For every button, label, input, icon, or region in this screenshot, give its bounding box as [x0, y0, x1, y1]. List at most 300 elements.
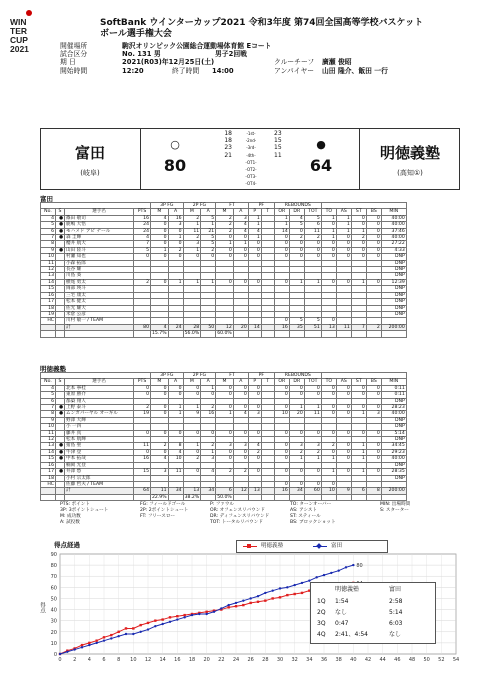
table-cell — [41, 331, 56, 337]
table-cell: 4 — [41, 215, 56, 221]
table-cell: 0 — [304, 241, 321, 247]
table-cell: 1 — [321, 456, 336, 462]
table-cell: 2 — [134, 279, 151, 285]
table-cell: 5 — [304, 318, 321, 324]
table-cell: 11 — [41, 430, 56, 436]
table-cell: 4 — [233, 228, 248, 234]
table-cell: 0 — [366, 430, 381, 436]
data-point — [271, 597, 273, 599]
table-cell: 0 — [274, 385, 289, 391]
table-cell: 佐藤 哲夫 / TEAM — [65, 481, 134, 487]
data-point — [66, 651, 68, 653]
table-cell: 14 — [248, 324, 261, 330]
table-cell: 北本 寧桂 — [65, 385, 134, 391]
table-cell: 1 — [248, 215, 261, 221]
data-point — [301, 592, 303, 594]
table-cell: 0 — [304, 392, 321, 398]
period-label: -OT2- — [245, 166, 257, 172]
table-cell: 0 — [366, 392, 381, 398]
table-cell: DNP — [381, 273, 406, 279]
table-cell: 4 — [151, 215, 169, 221]
data-point — [125, 627, 127, 629]
table-cell: 1 — [351, 443, 366, 449]
legend-entry: OR: オフェンスリバウンド — [210, 508, 265, 513]
data-point — [227, 604, 229, 606]
x-tick-label: 42 — [364, 657, 372, 663]
data-point — [235, 602, 237, 604]
table-cell: 上野 泰斗 — [65, 405, 134, 411]
x-tick-label: 22 — [218, 657, 225, 663]
table-cell: 1 — [248, 222, 261, 228]
data-point — [110, 634, 112, 636]
table-cell: 13 — [41, 443, 56, 449]
y-tick-label: 80 — [50, 563, 57, 570]
table-cell: 2 — [321, 443, 336, 449]
crew-label: クルーチーフ — [274, 58, 315, 67]
table-cell: 10 — [41, 424, 56, 430]
data-point — [132, 627, 134, 629]
header-group: PF — [248, 203, 274, 209]
table-cell: 0 — [248, 430, 261, 436]
table-cell: 0 — [366, 215, 381, 221]
table-cell: 0 — [248, 385, 261, 391]
data-point — [161, 623, 163, 625]
table-cell: 0 — [336, 456, 351, 462]
period-label: -OT4- — [245, 181, 257, 187]
table-cell: 0 — [183, 469, 201, 475]
table-cell: 米倉 公彦 — [65, 311, 134, 317]
y-tick-label: 0 — [53, 652, 57, 658]
table-cell: 1 — [321, 228, 336, 234]
table-cell: DNP — [381, 417, 406, 423]
x-tick-label: 52 — [438, 657, 445, 663]
table-cell: 0 — [201, 430, 216, 436]
table-cell: 0 — [216, 279, 234, 285]
home-team-pref: (岐阜) — [80, 169, 100, 177]
table-cell: 1 — [168, 405, 183, 411]
end-time: 14:00 — [212, 66, 234, 75]
table-cell: 11 — [41, 260, 56, 266]
table-cell: 5 — [289, 318, 304, 324]
y-tick-label: 10 — [50, 640, 57, 647]
data-point — [323, 574, 325, 576]
team2-box-score — [40, 372, 407, 501]
table-cell: 0 — [233, 385, 248, 391]
column-header: DR — [289, 379, 304, 385]
table-cell: 3 — [233, 215, 248, 221]
box-score-table — [40, 202, 407, 338]
data-point — [249, 597, 251, 599]
table-cell: 2 — [304, 449, 321, 455]
table-cell: 0 — [336, 392, 351, 398]
table-cell: 6 — [41, 228, 56, 234]
table-cell: 0 — [366, 449, 381, 455]
table-cell: 4 — [248, 443, 261, 449]
table-cell: 0 — [248, 241, 261, 247]
table-cell: 1 — [248, 235, 261, 241]
table-cell: 山田 陸斗 — [65, 247, 134, 253]
data-point — [139, 624, 141, 626]
header-group: REBOUNDS — [274, 373, 321, 379]
home-total-score: 80 — [163, 156, 187, 175]
table-cell: 0 — [321, 247, 336, 253]
lead-q: 1Q — [317, 598, 326, 605]
table-cell: 2 — [304, 235, 321, 241]
table-cell: 0 — [304, 481, 321, 487]
table-cell: 5:14 — [381, 430, 406, 436]
table-cell: 0 — [321, 241, 336, 247]
table-cell: 2 — [134, 405, 151, 411]
table-cell: 2 — [183, 215, 201, 221]
table-cell: 14 — [274, 228, 289, 234]
data-point — [59, 653, 61, 655]
table-cell: ● — [56, 235, 65, 241]
table-cell: 0 — [151, 411, 169, 417]
period-row — [200, 152, 300, 159]
table-cell: 村瀬 知也 — [65, 254, 134, 260]
table-cell: 8 — [168, 443, 183, 449]
period-away: 23 — [274, 130, 282, 137]
x-tick-label: 36 — [320, 657, 328, 663]
table-cell: 6 — [351, 488, 366, 494]
lead-a: なし — [335, 609, 348, 616]
table-cell: 松本 健太 — [65, 299, 134, 305]
y-tick-label: 70 — [50, 574, 57, 581]
table-cell: 0 — [216, 254, 234, 260]
table-cell: 0 — [233, 247, 248, 253]
table-cell: 櫻井 航大 — [65, 241, 134, 247]
table-cell — [289, 494, 304, 500]
table-cell: 4 — [151, 456, 169, 462]
series-end-label: 80 — [356, 563, 363, 570]
period-row — [200, 137, 300, 144]
y-tick-label: 50 — [50, 596, 57, 603]
x-tick-label: 10 — [130, 657, 137, 663]
table-cell: 0 — [289, 469, 304, 475]
legend-entry: FG: フィールドゴール — [140, 502, 186, 507]
data-point — [117, 635, 119, 637]
period-home: 18 — [224, 137, 232, 145]
lead-b: 5:14 — [389, 609, 403, 616]
table-cell: DNP — [381, 305, 406, 311]
table-cell: 1 — [336, 222, 351, 228]
table-cell: 0 — [336, 411, 351, 417]
table-cell: 6 — [41, 398, 56, 404]
table-cell: 0 — [274, 456, 289, 462]
game-no-label: 試合区分 — [60, 50, 88, 59]
table-cell: 8 — [41, 411, 56, 417]
header-group: FT — [216, 373, 249, 379]
table-cell: 9 — [41, 247, 56, 253]
column-header: OR — [274, 209, 289, 215]
table-cell: 0 — [366, 254, 381, 260]
legend-entry: A: 試投数 — [60, 520, 80, 525]
table-cell: 5 — [41, 222, 56, 228]
table-cell: DNP — [381, 475, 406, 481]
table-cell: DNP — [381, 254, 406, 260]
table-cell: 0 — [289, 228, 304, 234]
table-cell — [65, 494, 134, 500]
table-cell: 小 一四 — [65, 424, 134, 430]
data-point — [161, 618, 163, 620]
table-cell: 9 — [183, 411, 201, 417]
table-cell: 0 — [336, 449, 351, 455]
table-cell: 2 — [216, 215, 234, 221]
table-cell: 小森 拓郎 — [65, 260, 134, 266]
umpires: 山田 隆介、飯田 一行 — [322, 66, 388, 75]
table-cell: 0 — [216, 449, 234, 455]
table-cell: 40:00 — [381, 411, 406, 417]
table-cell — [304, 494, 321, 500]
table-cell: ● — [56, 247, 65, 253]
table-cell: 0 — [289, 392, 304, 398]
table-cell: 19 — [134, 411, 151, 417]
table-cell — [336, 331, 351, 337]
table-cell: 3 — [168, 222, 183, 228]
table-cell: 80 — [134, 324, 151, 330]
period-label: -3rd- — [246, 145, 256, 151]
data-point — [154, 619, 156, 621]
table-cell: 7 — [41, 405, 56, 411]
table-cell: 岡部 瑛斗 — [65, 286, 134, 292]
table-cell — [304, 331, 321, 337]
legend-entry: M: 成功数 — [60, 514, 81, 519]
data-point — [279, 596, 281, 598]
data-point — [220, 607, 222, 609]
data-point — [264, 592, 266, 594]
table-cell — [336, 494, 351, 500]
column-header: M — [151, 379, 169, 385]
column-header: A — [233, 379, 248, 385]
table-cell: 0 — [168, 241, 183, 247]
header-group: 3P FG — [151, 373, 184, 379]
x-tick-label: 26 — [247, 657, 254, 663]
table-cell: 16 — [41, 292, 56, 298]
table-cell: 1 — [321, 235, 336, 241]
data-point — [198, 613, 200, 615]
table-cell: 0 — [151, 430, 169, 436]
table-cell: 14 — [41, 449, 56, 455]
team1-section-title: 富田 — [40, 195, 53, 203]
table-cell: 0 — [274, 235, 289, 241]
table-cell: 0 — [304, 385, 321, 391]
table-cell: 0 — [168, 254, 183, 260]
logo-line: TER — [10, 26, 27, 36]
table-cell: 川島 葵 — [65, 273, 134, 279]
table-cell: 0 — [336, 279, 351, 285]
table-cell: 10 — [321, 488, 336, 494]
table-cell: 1 — [351, 456, 366, 462]
table-cell: 藤井 真 — [65, 430, 134, 436]
table-cell: 0 — [151, 241, 169, 247]
table-cell: 中本 拓哉 — [65, 456, 134, 462]
table-cell: ● — [56, 228, 65, 234]
table-cell: 佐光 耀大 — [65, 305, 134, 311]
table-cell: DNP — [381, 286, 406, 292]
table-cell: 篠田 敬司 — [65, 215, 134, 221]
y-tick-label: 30 — [50, 618, 57, 625]
table-cell: 0 — [351, 405, 366, 411]
table-cell: 0 — [134, 430, 151, 436]
table-cell: 0 — [336, 385, 351, 391]
table-cell: 0 — [351, 385, 366, 391]
table-cell: 20 — [233, 324, 248, 330]
table-cell: 0 — [168, 228, 183, 234]
table-cell: 0 — [366, 228, 381, 234]
table-cell: 13 — [321, 324, 336, 330]
column-header: T — [261, 209, 274, 215]
table-cell: 8 — [366, 488, 381, 494]
table-cell: 64 — [134, 488, 151, 494]
column-header: S — [56, 379, 65, 385]
table-cell: 0 — [216, 385, 234, 391]
table-cell: 1 — [168, 279, 183, 285]
table-cell: ● — [56, 222, 65, 228]
data-point — [169, 616, 171, 618]
lead-time-table — [310, 582, 436, 644]
column-header: AS — [336, 209, 351, 215]
table-cell: 0 — [321, 449, 336, 455]
table-cell: DNP — [381, 299, 406, 305]
table-cell: 24 — [134, 222, 151, 228]
y-tick-label: 90 — [50, 552, 57, 558]
legend-item: 富田 — [331, 543, 343, 549]
table-cell: 1 — [168, 411, 183, 417]
table-cell: 0 — [151, 279, 169, 285]
period-row — [200, 144, 300, 151]
x-tick-label: 24 — [232, 657, 240, 663]
legend-entry: PTS: ポイント — [60, 502, 90, 507]
table-cell: 0 — [216, 392, 234, 398]
table-cell: 0 — [216, 456, 234, 462]
lead-b: 6:03 — [389, 620, 403, 627]
table-cell: 0 — [168, 385, 183, 391]
table-cell: 計 — [65, 488, 134, 494]
table-cell: 200:00 — [381, 324, 406, 330]
period-home: 21 — [224, 151, 232, 159]
table-cell: 29:23 — [381, 449, 406, 455]
table-cell: 0 — [274, 279, 289, 285]
data-point — [271, 589, 273, 591]
data-point — [103, 636, 105, 638]
table-cell: 35 — [289, 324, 304, 330]
crew-chief: 廣瀬 俊昭 — [322, 58, 352, 67]
header-group: 2P FG — [183, 203, 216, 209]
table-cell: 0 — [233, 254, 248, 260]
table-cell: 12 — [41, 267, 56, 273]
data-point — [88, 642, 90, 644]
table-cell: 4 — [248, 228, 261, 234]
data-point — [183, 616, 185, 618]
data-point — [213, 611, 215, 613]
x-tick-label: 6 — [102, 657, 106, 663]
table-cell: 27:22 — [381, 241, 406, 247]
period-home: 23 — [224, 144, 232, 152]
table-cell: 11 — [304, 411, 321, 417]
table-cell: 0 — [304, 469, 321, 475]
lead-q: 3Q — [317, 620, 326, 627]
table-cell: 1 — [304, 456, 321, 462]
table-cell: 1 — [274, 222, 289, 228]
column-header: A — [168, 209, 183, 215]
table-cell — [168, 494, 183, 500]
table-cell: 1 — [289, 405, 304, 411]
column-header: TOT — [304, 379, 321, 385]
table-cell: 2 — [183, 235, 201, 241]
table-cell: 11 — [183, 228, 201, 234]
column-header: PTS — [134, 379, 151, 385]
table-cell: 0 — [366, 385, 381, 391]
page-title — [100, 18, 423, 40]
score-board — [40, 128, 460, 190]
table-cell: 2 — [151, 443, 169, 449]
table-cell: 18 — [41, 305, 56, 311]
table-cell: 17 — [41, 469, 56, 475]
table-cell: 11 — [168, 469, 183, 475]
table-cell: ● — [56, 443, 65, 449]
table-cell — [351, 494, 366, 500]
table-cell: 川村 敏一 / TEAM — [65, 318, 134, 324]
table-cell: 1 — [233, 241, 248, 247]
table-cell: 28:35 — [381, 469, 406, 475]
table-cell: 34 — [201, 488, 216, 494]
table-cell: 5 — [41, 392, 56, 398]
lead-q: 4Q — [317, 631, 326, 638]
table-cell: 0 — [366, 222, 381, 228]
table-cell: 0 — [233, 430, 248, 436]
umpire-label: アンパイヤー — [274, 66, 315, 75]
x-tick-label: 16 — [174, 657, 181, 663]
data-point — [139, 631, 141, 633]
table-cell: 0 — [168, 430, 183, 436]
table-cell: 2 — [233, 469, 248, 475]
lead-a: 2:41、4:54 — [335, 631, 368, 638]
table-cell: 0 — [289, 247, 304, 253]
table-cell: 10 — [168, 456, 183, 462]
table-cell: 0 — [134, 449, 151, 455]
column-header: AS — [336, 379, 351, 385]
table-cell: 12 — [216, 324, 234, 330]
table-cell: 0 — [248, 392, 261, 398]
table-cell — [351, 331, 366, 337]
table-cell: 200:00 — [381, 488, 406, 494]
header-group: PF — [248, 373, 274, 379]
data-point — [117, 631, 119, 633]
column-header: No. — [41, 379, 56, 385]
period-label: -OT3- — [245, 174, 257, 180]
table-cell: 0 — [274, 449, 289, 455]
table-cell: 40:00 — [381, 222, 406, 228]
home-win-mark: ○ — [170, 138, 180, 151]
table-cell: 1 — [183, 405, 201, 411]
table-cell: 0 — [248, 469, 261, 475]
table-cell: 4 — [134, 235, 151, 241]
table-cell: 1 — [201, 449, 216, 455]
table-cell: 0 — [168, 392, 183, 398]
data-point — [301, 582, 303, 584]
table-cell: 2 — [168, 247, 183, 253]
column-header: OR — [274, 379, 289, 385]
table-cell: 1 — [183, 247, 201, 253]
table-cell: 0 — [366, 456, 381, 462]
column-header: MIN — [381, 209, 406, 215]
table-cell: 11 — [336, 324, 351, 330]
away-total-score: 64 — [309, 156, 333, 175]
table-cell: 21 — [201, 228, 216, 234]
table-cell: 0 — [151, 385, 169, 391]
data-point — [242, 604, 244, 606]
table-cell: 7 — [351, 324, 366, 330]
